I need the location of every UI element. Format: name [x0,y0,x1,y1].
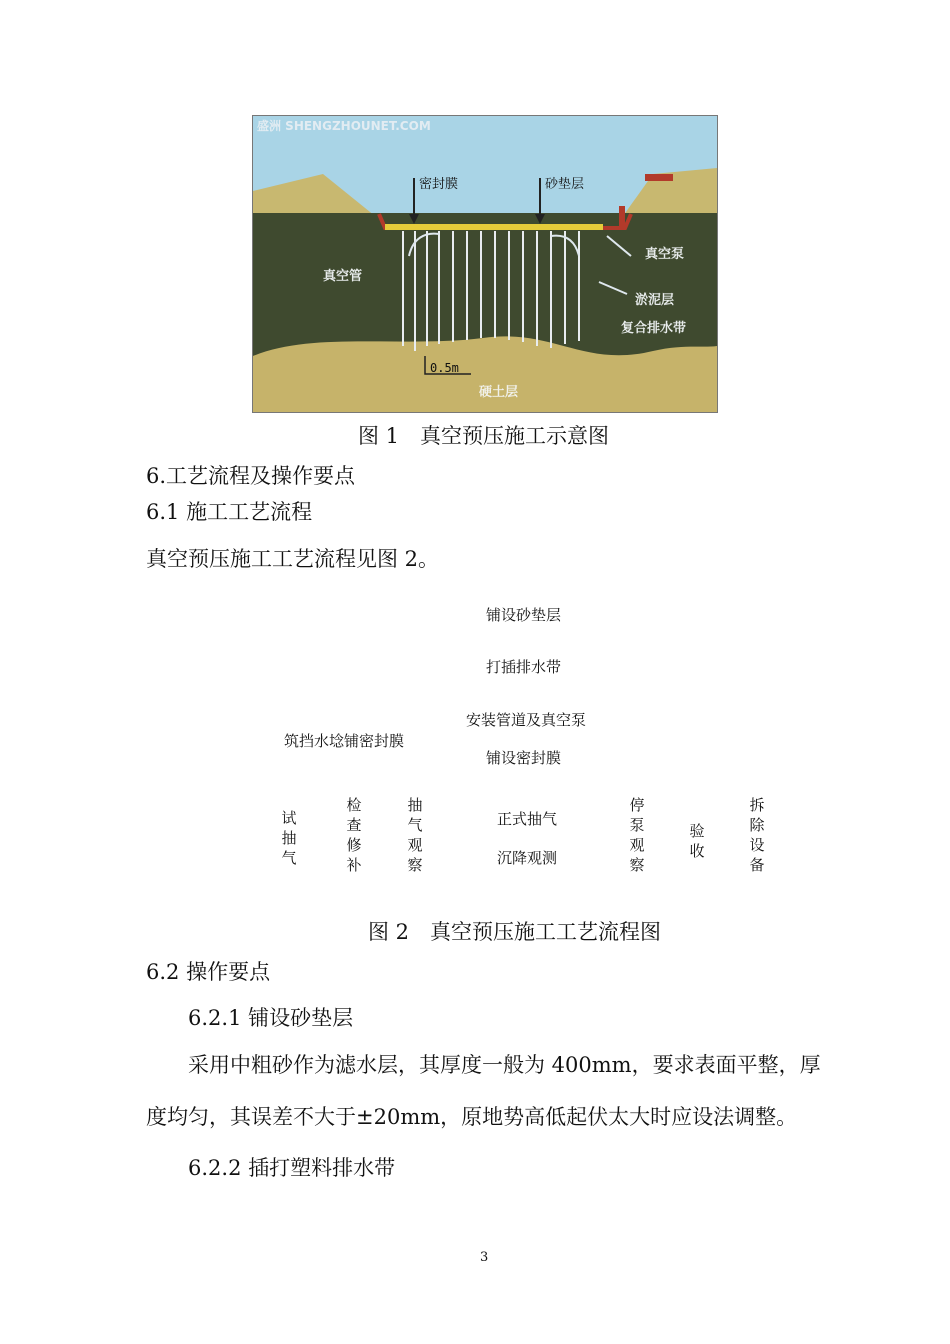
check-char: 修 [346,836,362,854]
section-6-2-2-title: 6.2.2 插打塑料排水带 [188,1156,396,1180]
section-6-1-text: 真空预压施工工艺流程见图 2。 [146,547,440,571]
observe-char: 抽 [407,796,423,814]
stop-char: 停 [629,796,645,814]
spacing-label: 0.5m [430,361,459,375]
flow-step-sand-cushion: 铺设砂垫层 [486,606,562,624]
check-char: 补 [346,856,362,874]
trial-char: 气 [281,849,297,867]
observe-char: 观 [407,836,423,854]
figure-1-caption: 图 1 真空预压施工示意图 [358,424,610,448]
flow-step-seal-film: 铺设密封膜 [486,749,562,767]
figure-2-caption: 图 2 真空预压施工工艺流程图 [368,920,662,944]
seal-film-label: 密封膜 [419,177,459,192]
remove-char: 除 [749,816,765,834]
trial-char: 试 [281,809,297,827]
flow-step-settlement: 沉降观测 [497,849,558,867]
section-6-title: 6.工艺流程及操作要点 [146,464,356,488]
flow-step-drain-belt: 打插排水带 [486,658,562,676]
vacuum-pump-label: 真空泵 [645,247,685,262]
section-6-1-title: 6.1 施工工艺流程 [146,500,313,524]
flow-step-remove-equipment [748,795,766,875]
sand-cushion-label: 砂垫层 [545,177,585,192]
flow-step-trial-pump [280,808,298,868]
remove-char: 拆 [749,796,765,814]
silt-layer-label: 淤泥层 [635,293,675,308]
flow-step-pump-observe [406,795,424,875]
flow-step-build-dike: 筑挡水埝铺密封膜 [284,732,405,750]
figure-1-diagram [252,115,718,413]
flow-step-check-repair [345,795,363,875]
check-char: 查 [346,816,362,834]
flow-step-stop-observe [628,795,646,875]
section-6-2-title: 6.2 操作要点 [146,960,271,984]
page-number: 3 [480,1250,489,1265]
stop-char: 察 [629,856,645,874]
observe-char: 察 [407,856,423,874]
flow-step-formal-pump: 正式抽气 [497,810,558,828]
watermark-text: 盛洲 SHENGZHOUNET.COM [257,119,431,133]
section-6-2-1-line-1: 采用中粗砂作为滤水层，其厚度一般为 400mm，要求表面平整，厚 [188,1053,821,1077]
check-char: 检 [346,796,362,814]
drain-belt-label: 复合排水带 [621,321,687,336]
accept-char: 验 [689,822,705,840]
accept-char: 收 [689,842,705,860]
remove-char: 设 [749,836,765,854]
observe-char: 气 [407,816,423,834]
section-6-2-1-line-2: 度均匀，其误差不大于±20mm，原地势高低起伏太大时应设法调整。 [146,1105,798,1129]
section-6-2-1-title: 6.2.1 铺设砂垫层 [188,1006,354,1030]
trial-char: 抽 [281,829,297,847]
flow-step-install-pipes: 安装管道及真空泵 [466,711,587,729]
stop-char: 观 [629,836,645,854]
vacuum-pipe-label: 真空管 [323,269,363,284]
flow-step-acceptance [688,821,706,861]
stop-char: 泵 [629,816,645,834]
hard-soil-label: 硬土层 [479,385,519,400]
remove-char: 备 [749,856,765,874]
